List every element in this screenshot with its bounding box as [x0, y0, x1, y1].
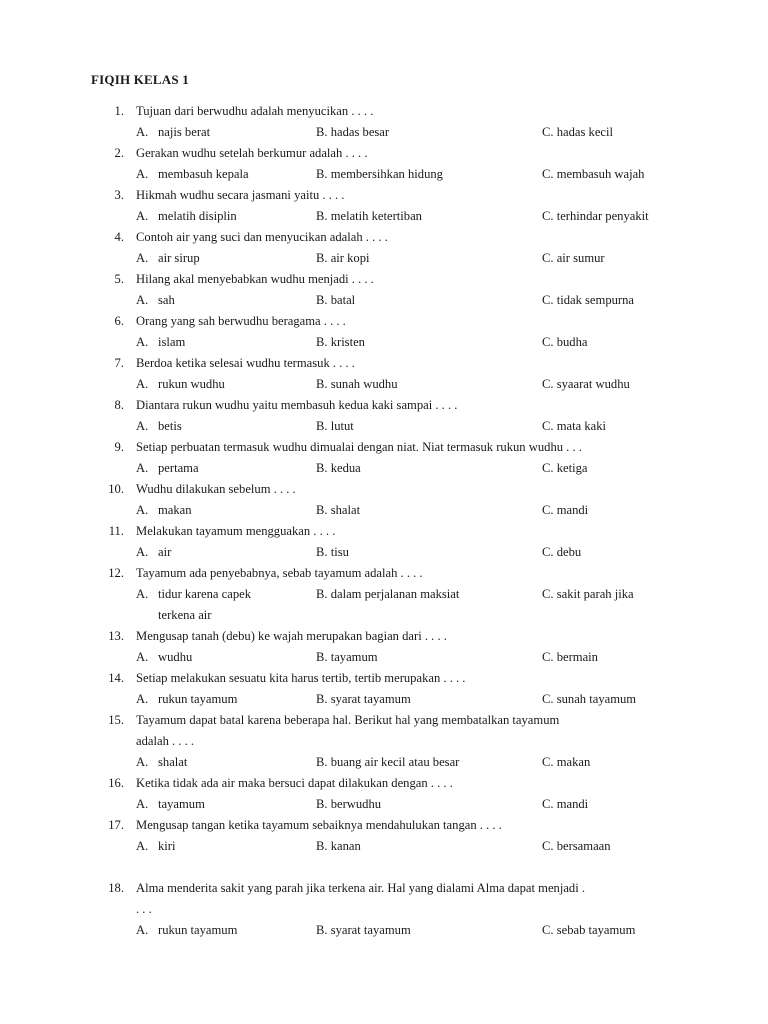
question-line	[0, 668, 768, 689]
options-row	[0, 794, 768, 815]
option-a	[136, 689, 237, 710]
option-c: C. air sumur	[542, 251, 605, 265]
option-b: B. membersihkan hidung	[316, 167, 443, 181]
options-row	[0, 332, 768, 353]
option-c: C. sunah tayamum	[542, 692, 637, 706]
option-continuation-row	[0, 605, 768, 626]
question-text: Tayamum dapat batal karena beberapa hal. Berikut hal yang membatalkan tayamum	[136, 713, 560, 727]
question-line	[0, 563, 768, 584]
question-text: Setiap perbuatan termasuk wudhu dimualai dengan niat. Niat termasuk rukun wudhu . . .	[136, 440, 582, 454]
option-a	[136, 416, 182, 437]
question-text: Hikmah wudhu secara jasmani yaitu . . . .	[136, 188, 345, 202]
option-a-text: air sirup	[158, 251, 200, 265]
options-row	[0, 458, 768, 479]
option-a-text: najis berat	[158, 125, 211, 139]
option-a	[136, 542, 171, 563]
option-c: C. membasuh wajah	[542, 167, 645, 181]
option-a-letter: A.	[136, 335, 149, 349]
options-row	[0, 836, 768, 857]
question-item	[0, 437, 768, 479]
question-number: 9.	[114, 440, 124, 454]
question-number: 18.	[108, 881, 124, 895]
option-a	[136, 458, 199, 479]
question-item	[0, 185, 768, 227]
option-a-text: shalat	[158, 755, 188, 769]
question-number: 17.	[108, 818, 124, 832]
option-c: C. ketiga	[542, 461, 588, 475]
question-item	[0, 521, 768, 563]
options-row	[0, 290, 768, 311]
options-row	[0, 122, 768, 143]
question-number: 7.	[114, 356, 124, 370]
question-text: Gerakan wudhu setelah berkumur adalah . . . .	[136, 146, 368, 160]
option-a-letter: A.	[136, 251, 149, 265]
option-a-text: rukun wudhu	[158, 377, 225, 391]
option-a	[136, 290, 175, 311]
option-a-letter: A.	[136, 461, 149, 475]
option-a-text: makan	[158, 503, 192, 517]
option-a	[136, 647, 192, 668]
question-item	[0, 773, 768, 815]
question-text: Tayamum ada penyebabnya, sebab tayamum adalah . . . .	[136, 566, 423, 580]
question-text: Diantara rukun wudhu yaitu membasuh kedua kaki sampai . . . .	[136, 398, 458, 412]
option-a	[136, 752, 187, 773]
option-a	[136, 500, 192, 521]
question-line	[0, 773, 768, 794]
question-item	[0, 227, 768, 269]
option-c: C. budha	[542, 335, 588, 349]
question-number: 5.	[114, 272, 124, 286]
option-b: B. kristen	[316, 335, 365, 349]
question-line	[0, 731, 768, 752]
question-spacer	[0, 857, 768, 878]
question-number: 3.	[114, 188, 124, 202]
question-text: . . .	[136, 902, 152, 916]
options-row	[0, 164, 768, 185]
question-item	[0, 815, 768, 857]
question-text: Setiap melakukan sesuatu kita harus tertib, tertib merupakan . . . .	[136, 671, 466, 685]
question-item	[0, 479, 768, 521]
question-number: 15.	[108, 713, 124, 727]
question-line	[0, 878, 768, 899]
option-a-letter: A.	[136, 797, 149, 811]
option-b: B. air kopi	[316, 251, 370, 265]
question-item	[0, 269, 768, 311]
option-b: B. batal	[316, 293, 356, 307]
question-item	[0, 668, 768, 710]
option-a-letter: A.	[136, 419, 149, 433]
option-b: B. melatih ketertiban	[316, 209, 422, 223]
question-line	[0, 101, 768, 122]
options-row	[0, 500, 768, 521]
question-number: 8.	[114, 398, 124, 412]
option-a	[136, 122, 210, 143]
question-number: 11.	[108, 524, 124, 538]
option-c: C. mandi	[542, 503, 589, 517]
option-c: C. terhindar penyakit	[542, 209, 649, 223]
option-b: B. berwudhu	[316, 797, 382, 811]
option-c: C. hadas kecil	[542, 125, 613, 139]
option-c: C. bersamaan	[542, 839, 611, 853]
option-a-letter: A.	[136, 587, 149, 601]
options-row	[0, 689, 768, 710]
option-a	[136, 794, 205, 815]
option-a	[136, 206, 237, 227]
question-text: Melakukan tayamum mengguakan . . . .	[136, 524, 336, 538]
option-a-letter: A.	[136, 503, 149, 517]
option-a-text: tidur karena capek	[158, 587, 252, 601]
option-c: C. syaarat wudhu	[542, 377, 630, 391]
options-row	[0, 248, 768, 269]
question-line	[0, 437, 768, 458]
option-a-letter: A.	[136, 377, 149, 391]
question-number: 1.	[114, 104, 124, 118]
question-number: 13.	[108, 629, 124, 643]
options-row	[0, 647, 768, 668]
question-text: Tujuan dari berwudhu adalah menyucikan . . . .	[136, 104, 374, 118]
option-a-text: membasuh kepala	[158, 167, 249, 181]
option-a-letter: A.	[136, 209, 149, 223]
question-number: 2.	[114, 146, 124, 160]
question-line	[0, 269, 768, 290]
question-number: 14.	[108, 671, 124, 685]
option-a	[136, 584, 251, 605]
option-b: B. syarat tayamum	[316, 692, 411, 706]
question-number: 16.	[108, 776, 124, 790]
option-b: B. lutut	[316, 419, 354, 433]
option-a	[136, 836, 176, 857]
question-line	[0, 227, 768, 248]
page-title: FIQIH KELAS 1	[91, 72, 189, 87]
question-number: 4.	[114, 230, 124, 244]
question-number: 12.	[108, 566, 124, 580]
question-text: Hilang akal menyebabkan wudhu menjadi . . . .	[136, 272, 374, 286]
options-row	[0, 542, 768, 563]
question-line	[0, 626, 768, 647]
option-c: C. sakit parah jika	[542, 587, 634, 601]
question-item	[0, 143, 768, 185]
question-text: Berdoa ketika selesai wudhu termasuk . . . .	[136, 356, 355, 370]
question-list	[0, 101, 768, 941]
option-c: C. debu	[542, 545, 582, 559]
question-number: 6.	[114, 314, 124, 328]
question-line	[0, 311, 768, 332]
question-line	[0, 143, 768, 164]
question-text: Contoh air yang suci dan menyucikan adalah . . . .	[136, 230, 388, 244]
question-line	[0, 185, 768, 206]
question-line	[0, 710, 768, 731]
option-c: C. sebab tayamum	[542, 923, 636, 937]
option-a-text: rukun tayamum	[158, 692, 238, 706]
question-item	[0, 353, 768, 395]
option-b: B. buang air kecil atau besar	[316, 755, 460, 769]
option-a-continuation: terkena air	[158, 608, 212, 622]
option-b: B. shalat	[316, 503, 361, 517]
option-a-text: wudhu	[158, 650, 193, 664]
options-row	[0, 920, 768, 941]
option-c: C. tidak sempurna	[542, 293, 634, 307]
question-line	[0, 353, 768, 374]
question-line	[0, 479, 768, 500]
question-item	[0, 626, 768, 668]
option-a-text: islam	[158, 335, 186, 349]
question-line	[0, 815, 768, 836]
option-b: B. sunah wudhu	[316, 377, 398, 391]
question-line	[0, 899, 768, 920]
option-b: B. tayamum	[316, 650, 378, 664]
option-a-letter: A.	[136, 755, 149, 769]
option-a-letter: A.	[136, 293, 149, 307]
question-text: adalah . . . .	[136, 734, 195, 748]
option-a-text: tayamum	[158, 797, 205, 811]
option-a-text: rukun tayamum	[158, 923, 238, 937]
option-a	[136, 332, 185, 353]
option-c: C. bermain	[542, 650, 598, 664]
option-a-letter: A.	[136, 650, 149, 664]
question-text: Wudhu dilakukan sebelum . . . .	[136, 482, 296, 496]
option-a-letter: A.	[136, 692, 149, 706]
option-a-text: pertama	[158, 461, 199, 475]
option-a	[136, 374, 225, 395]
question-number: 10.	[108, 482, 124, 496]
options-row	[0, 374, 768, 395]
question-item	[0, 101, 768, 143]
option-b: B. kanan	[316, 839, 361, 853]
options-row	[0, 416, 768, 437]
question-item	[0, 710, 768, 773]
question-item	[0, 563, 768, 626]
options-row	[0, 584, 768, 605]
option-a-letter: A.	[136, 167, 149, 181]
option-a-letter: A.	[136, 923, 149, 937]
option-a-letter: A.	[136, 125, 149, 139]
option-a-letter: A.	[136, 545, 149, 559]
question-line	[0, 521, 768, 542]
option-a	[136, 248, 200, 269]
option-b: B. hadas besar	[316, 125, 390, 139]
options-row	[0, 752, 768, 773]
question-item	[0, 395, 768, 437]
question-item	[0, 311, 768, 353]
options-row	[0, 206, 768, 227]
option-a	[136, 920, 237, 941]
option-c: C. makan	[542, 755, 591, 769]
option-a-text: kiri	[158, 839, 176, 853]
option-a-text: sah	[158, 293, 175, 307]
option-c: C. mata kaki	[542, 419, 607, 433]
option-c: C. mandi	[542, 797, 589, 811]
option-a	[136, 164, 249, 185]
option-a-text: melatih disiplin	[158, 209, 237, 223]
question-text: Orang yang sah berwudhu beragama . . . .	[136, 314, 346, 328]
option-b: B. dalam perjalanan maksiat	[316, 587, 460, 601]
option-a-letter: A.	[136, 839, 149, 853]
option-a-text: air	[158, 545, 172, 559]
question-text: Alma menderita sakit yang parah jika terkena air. Hal yang dialami Alma dapat menjadi .	[136, 881, 586, 895]
option-b: B. tisu	[316, 545, 349, 559]
option-b: B. kedua	[316, 461, 361, 475]
question-line	[0, 395, 768, 416]
question-text: Mengusap tangan ketika tayamum sebaiknya mendahulukan tangan . . . .	[136, 818, 502, 832]
option-a-text: betis	[158, 419, 182, 433]
question-item	[0, 878, 768, 941]
question-text: Mengusap tanah (debu) ke wajah merupakan bagian dari . . . .	[136, 629, 447, 643]
question-text: Ketika tidak ada air maka bersuci dapat dilakukan dengan . . . .	[136, 776, 453, 790]
option-b: B. syarat tayamum	[316, 923, 411, 937]
